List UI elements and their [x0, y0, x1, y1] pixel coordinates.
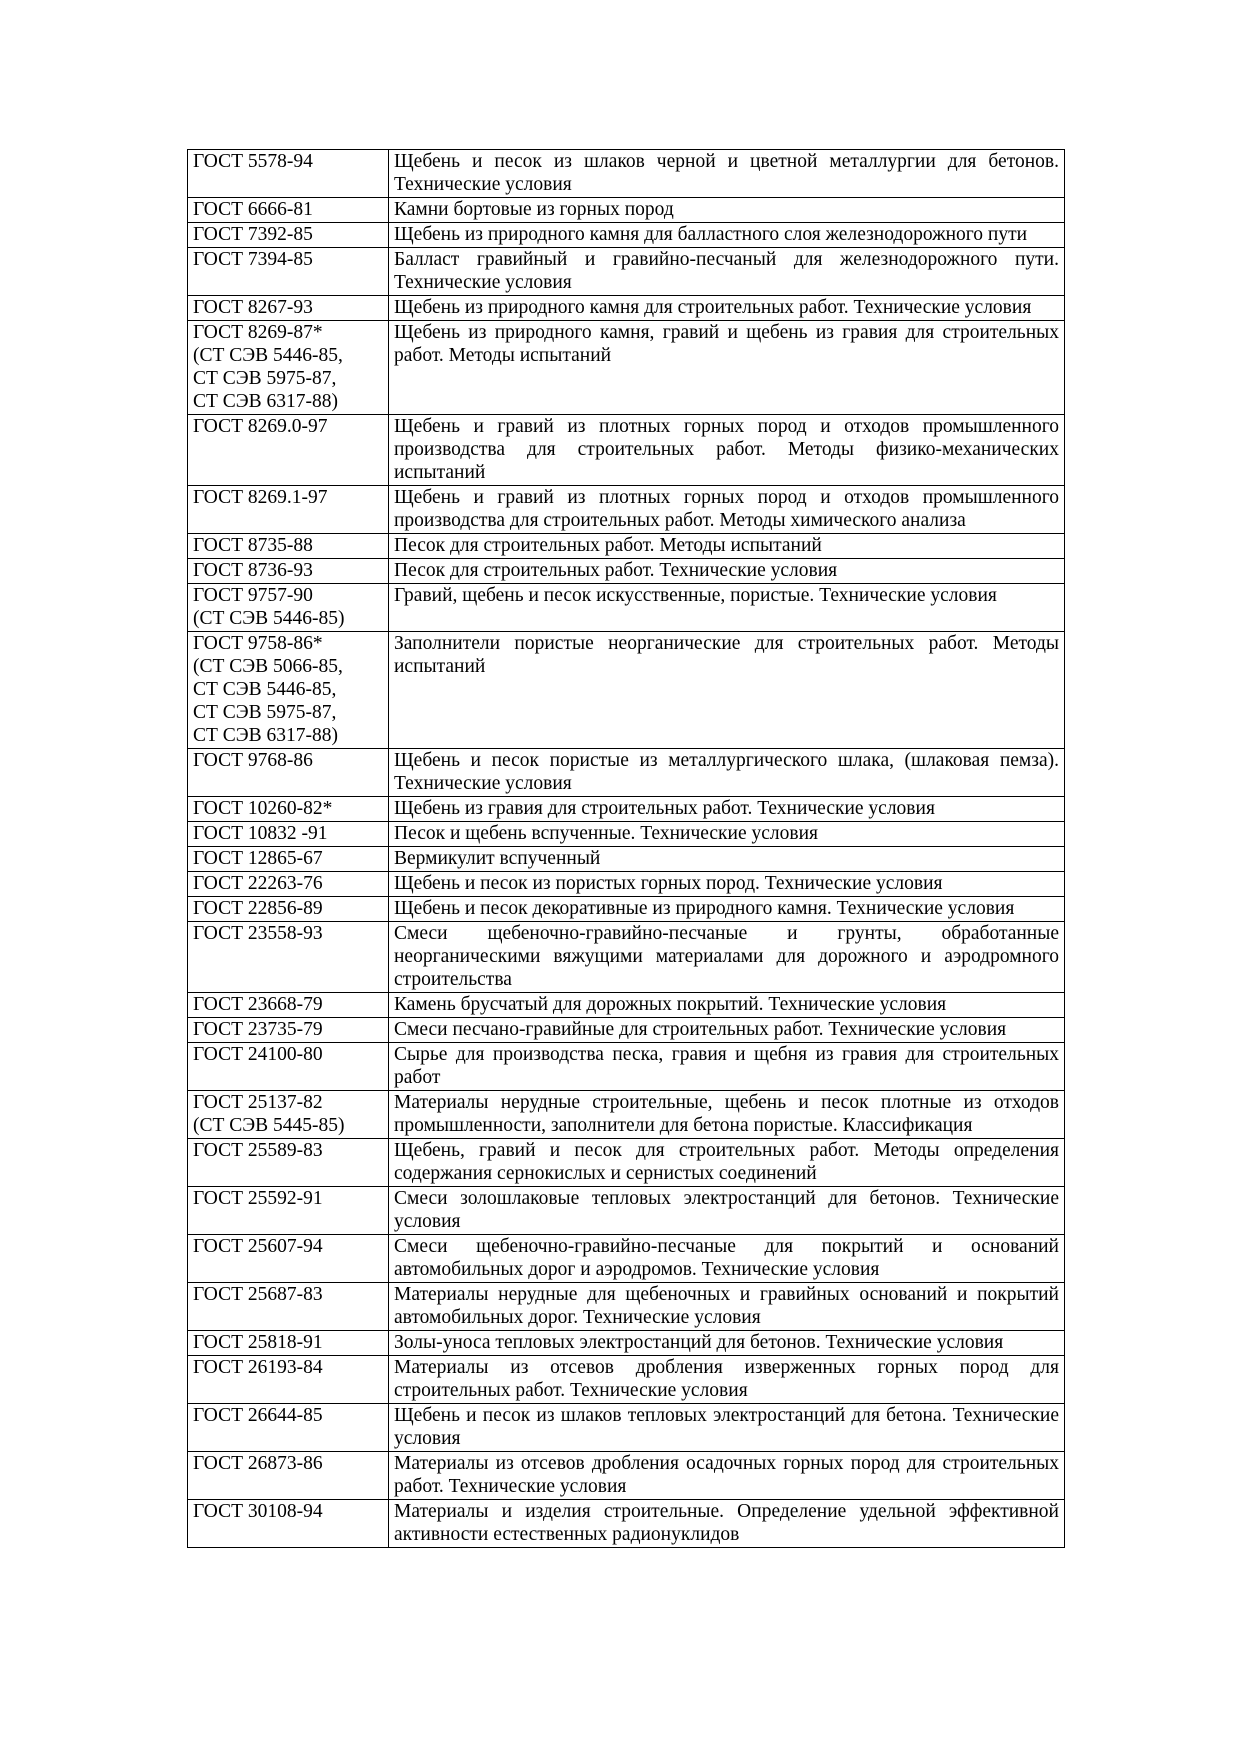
standard-title: Сырье для производства песка, гравия и щебня из гравия для строительных работ — [389, 1043, 1065, 1091]
standard-code-cell — [188, 1043, 389, 1091]
standard-title: Смеси песчано-гравийные для строительных работ. Технические условия — [389, 1018, 1065, 1043]
standard-code: ГОСТ 22856-89 — [193, 898, 323, 919]
table-row — [188, 632, 1065, 749]
standard-title: Материалы и изделия строительные. Определение удельной эффективной активности естественных радионуклидов — [389, 1500, 1065, 1548]
standard-code-cell — [188, 993, 389, 1018]
table-row — [188, 321, 1065, 415]
standard-title: Вермикулит вспученный — [389, 847, 1065, 872]
table-row — [188, 1235, 1065, 1283]
standard-code: ГОСТ 23735-79 — [193, 1019, 323, 1040]
standard-title: Материалы нерудные строительные, щебень и песок плотные из отходов промышленности, заполнители для бетона пористые. Классификация — [389, 1091, 1065, 1139]
standard-title: Камень брусчатый для дорожных покрытий. Технические условия — [389, 993, 1065, 1018]
standard-code: ГОСТ 7394-85 — [193, 249, 313, 270]
standard-code: ГОСТ 23668-79 — [193, 994, 323, 1015]
standard-code: (СТ СЭВ 5446-85, — [193, 345, 343, 366]
standard-title: Щебень из гравия для строительных работ. Технические условия — [389, 797, 1065, 822]
table-row — [188, 198, 1065, 223]
table-row — [188, 1404, 1065, 1452]
standard-code: ГОСТ 25818-91 — [193, 1332, 323, 1353]
standard-title: Песок и щебень вспученные. Технические условия — [389, 822, 1065, 847]
standard-code: ГОСТ 9758-86* — [193, 633, 323, 654]
standard-code-cell — [188, 1091, 389, 1139]
standard-title: Щебень и песок пористые из металлургического шлака, (шлаковая пемза). Технические условия — [389, 749, 1065, 797]
standard-title: Материалы нерудные для щебеночных и гравийных оснований и покрытий автомобильных дорог. Технические условия — [389, 1283, 1065, 1331]
table-row — [188, 1283, 1065, 1331]
standard-code-cell — [188, 1235, 389, 1283]
standard-code: ГОСТ 26644-85 — [193, 1405, 323, 1426]
standard-title: Щебень из природного камня, гравий и щебень из гравия для строительных работ. Методы испытаний — [389, 321, 1065, 415]
standards-table-body — [188, 150, 1065, 1548]
standard-title: Щебень из природного камня для строительных работ. Технические условия — [389, 296, 1065, 321]
table-row — [188, 897, 1065, 922]
standard-code: ГОСТ 5578-94 — [193, 151, 313, 172]
standard-code: ГОСТ 26193-84 — [193, 1357, 323, 1378]
table-row — [188, 922, 1065, 993]
table-row — [188, 150, 1065, 198]
standard-title: Балласт гравийный и гравийно-песчаный для железнодорожного пути. Технические условия — [389, 248, 1065, 296]
standard-code-cell — [188, 1356, 389, 1404]
standard-code-cell — [188, 1187, 389, 1235]
table-row — [188, 993, 1065, 1018]
standard-code: СТ СЭВ 6317-88) — [193, 725, 339, 746]
standard-code-cell — [188, 1404, 389, 1452]
standard-code-cell — [188, 1018, 389, 1043]
standard-code-cell — [188, 1331, 389, 1356]
standard-code: (СТ СЭВ 5445-85) — [193, 1115, 345, 1136]
standard-code: ГОСТ 25137-82 — [193, 1092, 323, 1113]
table-row — [188, 486, 1065, 534]
standard-code-cell — [188, 198, 389, 223]
table-row — [188, 534, 1065, 559]
standard-title: Смеси щебеночно-гравийно-песчаные и грунты, обработанные неорганическими вяжущими материалами для дорожного и аэродромного строительства — [389, 922, 1065, 993]
table-row — [188, 248, 1065, 296]
standard-code: ГОСТ 30108-94 — [193, 1501, 323, 1522]
standard-code-cell — [188, 822, 389, 847]
table-row — [188, 847, 1065, 872]
table-row — [188, 415, 1065, 486]
table-row — [188, 1187, 1065, 1235]
standard-code-cell — [188, 534, 389, 559]
table-row — [188, 1139, 1065, 1187]
table-row — [188, 1452, 1065, 1500]
standard-code: (СТ СЭВ 5066-85, — [193, 656, 343, 677]
standard-title: Щебень и песок из шлаков черной и цветной металлургии для бетонов. Технические условия — [389, 150, 1065, 198]
standard-title: Песок для строительных работ. Методы испытаний — [389, 534, 1065, 559]
standard-title: Золы-уноса тепловых электростанций для бетонов. Технические условия — [389, 1331, 1065, 1356]
standard-code-cell — [188, 749, 389, 797]
standard-code-cell — [188, 223, 389, 248]
standard-code-cell — [188, 632, 389, 749]
standard-title: Гравий, щебень и песок искусственные, пористые. Технические условия — [389, 584, 1065, 632]
standard-code: ГОСТ 8736-93 — [193, 560, 313, 581]
standard-code: ГОСТ 25687-83 — [193, 1284, 323, 1305]
standard-code-cell — [188, 248, 389, 296]
standard-code: СТ СЭВ 5446-85, — [193, 679, 337, 700]
table-row — [188, 223, 1065, 248]
standard-title: Смеси щебеночно-гравийно-песчаные для покрытий и оснований автомобильных дорог и аэродромов. Технические условия — [389, 1235, 1065, 1283]
standard-code: ГОСТ 25589-83 — [193, 1140, 323, 1161]
standard-title: Заполнители пористые неорганические для строительных работ. Методы испытаний — [389, 632, 1065, 749]
table-row — [188, 872, 1065, 897]
standard-code: СТ СЭВ 6317-88) — [193, 391, 339, 412]
standard-title: Щебень и песок декоративные из природного камня. Технические условия — [389, 897, 1065, 922]
standard-code: СТ СЭВ 5975-87, — [193, 368, 337, 389]
standard-code: ГОСТ 10260-82* — [193, 798, 333, 819]
standard-code: ГОСТ 23558-93 — [193, 923, 323, 944]
standard-title: Щебень и песок из шлаков тепловых электростанций для бетона. Технические условия — [389, 1404, 1065, 1452]
standard-code: ГОСТ 8267-93 — [193, 297, 313, 318]
standard-code: ГОСТ 9768-86 — [193, 750, 313, 771]
standard-title: Щебень из природного камня для балластного слоя железнодорожного пути — [389, 223, 1065, 248]
standard-code: ГОСТ 8269.0-97 — [193, 416, 328, 437]
standard-title: Материалы из отсевов дробления изверженных горных пород для строительных работ. Технические условия — [389, 1356, 1065, 1404]
standard-code-cell — [188, 415, 389, 486]
standard-code: ГОСТ 25607-94 — [193, 1236, 323, 1257]
standard-title: Песок для строительных работ. Технические условия — [389, 559, 1065, 584]
standard-title: Щебень и песок из пористых горных пород. Технические условия — [389, 872, 1065, 897]
standard-code-cell — [188, 797, 389, 822]
standard-code-cell — [188, 922, 389, 993]
standard-code-cell — [188, 150, 389, 198]
standard-code: ГОСТ 8735-88 — [193, 535, 313, 556]
standard-code-cell — [188, 321, 389, 415]
table-row — [188, 1091, 1065, 1139]
standard-code: ГОСТ 6666-81 — [193, 199, 313, 220]
table-row — [188, 1043, 1065, 1091]
standard-code-cell — [188, 897, 389, 922]
standard-title: Щебень и гравий из плотных горных пород и отходов промышленного производства для строительных работ. Методы физико-механических испытаний — [389, 415, 1065, 486]
standard-code: ГОСТ 25592-91 — [193, 1188, 323, 1209]
table-row — [188, 1331, 1065, 1356]
standard-title: Смеси золошлаковые тепловых электростанций для бетонов. Технические условия — [389, 1187, 1065, 1235]
standard-code-cell — [188, 847, 389, 872]
table-row — [188, 296, 1065, 321]
standard-code: ГОСТ 9757-90 — [193, 585, 313, 606]
standard-code-cell — [188, 872, 389, 897]
standard-title: Щебень и гравий из плотных горных пород и отходов промышленного производства для строительных работ. Методы химического анализа — [389, 486, 1065, 534]
table-row — [188, 559, 1065, 584]
standard-code: ГОСТ 22263-76 — [193, 873, 323, 894]
standard-code: ГОСТ 12865-67 — [193, 848, 323, 869]
standard-code-cell — [188, 1452, 389, 1500]
table-row — [188, 584, 1065, 632]
table-row — [188, 797, 1065, 822]
standards-table — [187, 149, 1065, 1548]
standard-code-cell — [188, 559, 389, 584]
standard-title: Камни бортовые из горных пород — [389, 198, 1065, 223]
standard-code: ГОСТ 8269.1-97 — [193, 487, 328, 508]
standard-code: ГОСТ 10832 -91 — [193, 823, 328, 844]
standard-code-cell — [188, 486, 389, 534]
standard-code: ГОСТ 26873-86 — [193, 1453, 323, 1474]
standard-title: Щебень, гравий и песок для строительных работ. Методы определения содержания сернокислых и сернистых соединений — [389, 1139, 1065, 1187]
table-row — [188, 749, 1065, 797]
standard-code: ГОСТ 24100-80 — [193, 1044, 323, 1065]
standard-code: (СТ СЭВ 5446-85) — [193, 608, 345, 629]
standard-code-cell — [188, 1283, 389, 1331]
standard-code-cell — [188, 296, 389, 321]
table-row — [188, 1500, 1065, 1548]
standard-code-cell — [188, 1500, 389, 1548]
table-row — [188, 1356, 1065, 1404]
standard-title: Материалы из отсевов дробления осадочных горных пород для строительных работ. Технические условия — [389, 1452, 1065, 1500]
standard-code: ГОСТ 7392-85 — [193, 224, 313, 245]
standard-code-cell — [188, 1139, 389, 1187]
standard-code-cell — [188, 584, 389, 632]
table-row — [188, 822, 1065, 847]
standard-code: СТ СЭВ 5975-87, — [193, 702, 337, 723]
standard-code: ГОСТ 8269-87* — [193, 322, 323, 343]
table-row — [188, 1018, 1065, 1043]
